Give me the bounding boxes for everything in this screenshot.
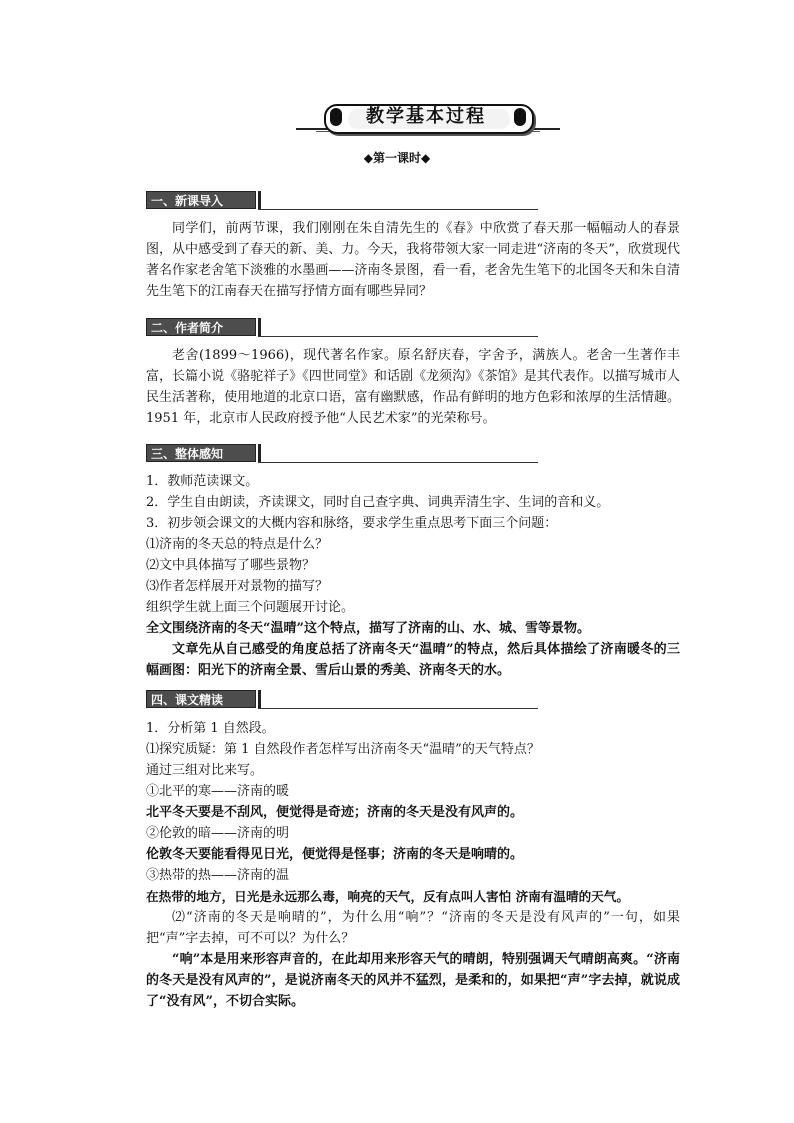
banner-title: 教学基本过程 (366, 106, 486, 127)
contrast-1: ①北平的寒——济南的暖 (146, 784, 290, 799)
section-label: 四、课文精读 (146, 690, 256, 708)
contrast-3: ③热带的热——济南的温 (146, 868, 290, 883)
section-header-overview (146, 444, 538, 464)
overview-line-1: 1．教师范读课文。 (146, 474, 259, 489)
author-paragraph: 老舍(1899～1966)，现代著名作家。原名舒庆春，字舍予，满族人。老舍一生著作丰富，长篇小说《骆驼祥子》《四世同堂》和话剧《龙须沟》《茶馆》是其代表作。以描写城市人民生活著称，使用地道的北京口语，富有幽默感，作品有鲜明的地方色彩和浓厚的生活情趣。1951 年，北京市人民政府授予他“人民艺术家”的光荣称号。 (146, 348, 680, 426)
reading-line-2: ⑴探究质疑：第 1 自然段作者怎样写出济南冬天“温晴”的天气特点？ (146, 742, 540, 757)
overview-answer-2: 文章先从自己感受的角度总括了济南冬天“温晴”的特点，然后具体描绘了济南暖冬的三幅画图：阳光下的济南全景、雪后山景的秀美、济南冬天的水。 (146, 642, 680, 678)
title-banner (296, 100, 560, 136)
overview-line-3: 3．初步领会课文的大概内容和脉络，要求学生重点思考下面三个问题： (146, 516, 558, 531)
reading-answer-2: “响”本是用来形容声音的，在此却用来形容天气的晴朗，特别强调天气晴朗高爽。“济南的冬天是没有风声的”，是说济南冬天的风并不猛烈，是柔和的，如果把“声”字去掉，就说成了“没有风”，不切合实际。 (146, 952, 680, 1009)
lesson-subtitle: ◆第一课时◆ (363, 151, 431, 165)
contrast-3-detail: 在热带的地方，日光是永远那么毒，响亮的天气，反有点叫人害怕 济南有温晴的天气。 (146, 889, 629, 904)
reading-line-1: 1．分析第 1 自然段。 (146, 721, 275, 736)
overview-discuss: 组织学生就上面三个问题展开讨论。 (146, 600, 355, 615)
section-label: 三、整体感知 (146, 444, 256, 462)
overview-line-2: 2．学生自由朗读，齐读课文，同时自己查字典、词典弄清生字、生词的音和义。 (146, 495, 610, 510)
overview-answer-1: 全文围绕济南的冬天“温晴”这个特点，描写了济南的山、水、城、雪等景物。 (146, 621, 590, 636)
section-label: 一、新课导入 (146, 191, 256, 209)
contrast-1-detail: 北平冬天要是不刮风，便觉得是奇迹；济南的冬天是没有风声的。 (146, 805, 524, 820)
section-header-reading (146, 690, 538, 710)
contrast-2: ②伦敦的暗——济南的明 (146, 826, 290, 841)
reading-line-3: 通过三组对比来写。 (146, 763, 264, 778)
section-label: 二、作者简介 (146, 318, 256, 336)
intro-paragraph: 同学们，前两节课，我们刚刚在朱自清先生的《春》中欣赏了春天那一幅幅动人的春景图，从中感受到了春天的新、美、力。今天，我将带领大家一同走进“济南的冬天”，欣赏现代著名作家老舍笔下淡雅的水墨画——济南冬景图，看一看，老舍先生笔下的北国冬天和朱自清先生笔下的江南春天在描写抒情方面有哪些异同？ (146, 221, 680, 299)
overview-question-1: ⑴济南的冬天总的特点是什么？ (146, 537, 329, 552)
reading-question-2: ⑵“济南的冬天是响晴的”，为什么用“响”？“济南的冬天是没有风声的”一句，如果把“声”字去掉，可不可以？为什么？ (146, 910, 680, 946)
overview-question-2: ⑵文中具体描写了哪些景物？ (146, 558, 316, 573)
section-header-author (146, 318, 538, 338)
overview-question-3: ⑶作者怎样展开对景物的描写？ (146, 579, 329, 594)
contrast-2-detail: 伦敦冬天要能看得见日光，便觉得是怪事；济南的冬天是响晴的。 (146, 847, 524, 862)
section-header-intro (146, 191, 538, 211)
